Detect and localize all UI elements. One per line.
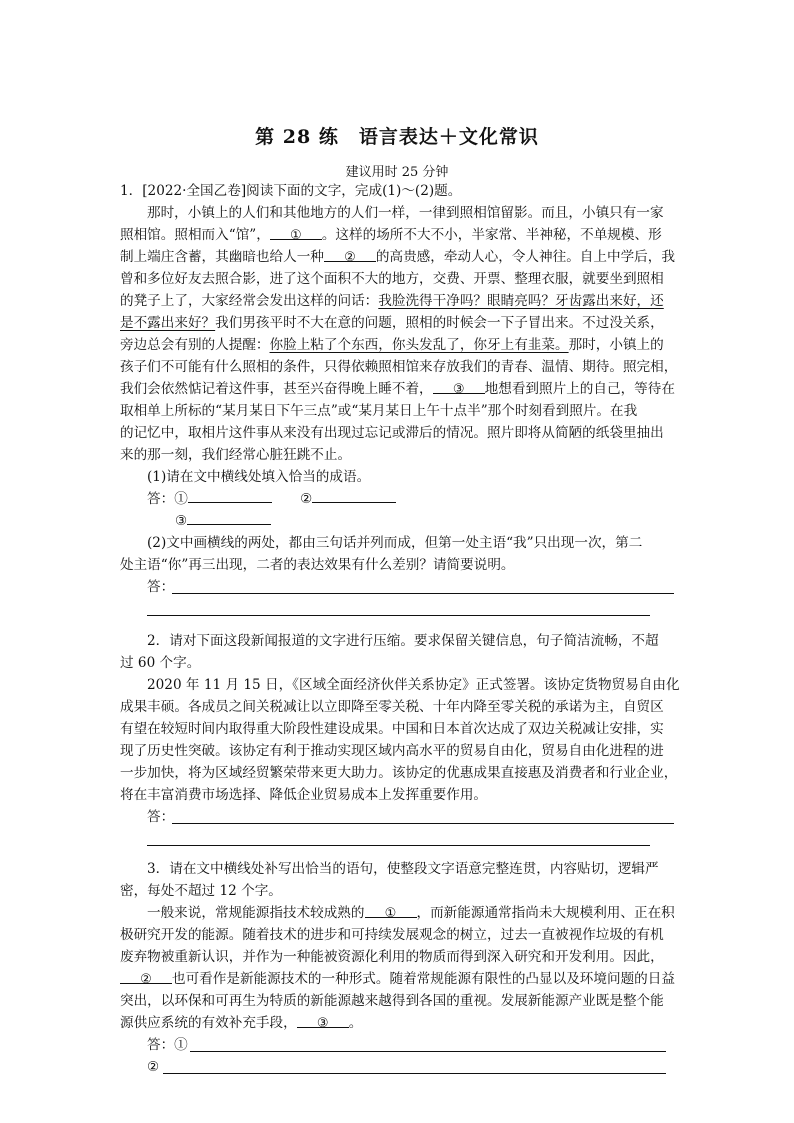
q2-prompt: 2．请对下面这段新闻报道的文字进行压缩。要求保留关键信息，句子简洁流畅，不超 — [147, 633, 659, 649]
underlined-sentence-2: 你脸上粘了个东西，你头发乱了，你牙上有韭菜。 — [269, 337, 569, 353]
underlined-sentence-1-end: 是不露出来好？ — [120, 315, 216, 331]
answer-line[interactable] — [163, 1073, 666, 1074]
q3-blank-3[interactable]: ③ — [297, 1013, 349, 1028]
answer-line[interactable] — [190, 1051, 666, 1052]
q1-passage-line: 的记忆中，取相片这件事从来没有出现过忘记或滞后的情况。照片即将从简陋的纸袋里抽出 — [120, 425, 664, 441]
q1-blank-2[interactable]: ② — [324, 247, 376, 262]
q1-prompt: 1．[2022·全国乙卷]阅读下面的文字，完成(1)～(2)题。 — [120, 183, 462, 199]
q1-passage-line: 来的那一刻，我们经常心脏狂跳不止。 — [120, 447, 352, 463]
q1-passage-line: 曾和多位好友去照合影，进了这个面积不大的地方，交费、开票、整理衣服，就要坐到照相 — [120, 271, 664, 287]
q2-text-line: 2020 年 11 月 15 日，《区域全面经济伙伴关系协定》正式签署。该协定货物贸易自由化 — [147, 677, 680, 693]
answer-blank-3[interactable] — [187, 510, 271, 525]
answer-line[interactable] — [147, 845, 650, 846]
q2-answer-label: 答： — [147, 809, 175, 825]
q1-passage-line: 是不露出来好？我们男孩平时不大在意的问题，照相的时候会一下子冒出来。不过没关系， — [120, 315, 664, 331]
q1-sub1-prompt: (1)请在文中横线处填入恰当的成语。 — [147, 469, 371, 485]
q1-sub2-answer-label: 答： — [147, 579, 175, 595]
q3-answer-label: ② — [147, 1059, 160, 1075]
q1-passage-line: 的凳子上了，大家经常会发出这样的问话：我脸洗得干净吗？眼睛亮吗？牙齿露出来好，还 — [120, 293, 664, 309]
q2-text-line: 有望在较短时间内取得重大阶段性建设成果。中国和日本首次达成了双边关税减让安排，实 — [120, 721, 664, 737]
q2-text-line: 将在丰富消费市场选择、降低企业贸易成本上发挥重要作用。 — [120, 787, 488, 803]
q3-prompt: 密，每处不超过 12 个字。 — [120, 883, 282, 899]
q3-text-line: ② 也可看作是新能源技术的一种形式。随着常规能源有限性的凸显以及环境问题的日益 — [120, 968, 675, 990]
q2-text-line: 一步加快，将为区域经贸繁荣带来更大助力。该协定的优惠成果直接惠及消费者和行业企业， — [120, 765, 678, 781]
q1-sub2-prompt: 处主语“你”再三出现，二者的表达效果有什么差别？请简要说明。 — [120, 557, 515, 573]
answer-line[interactable] — [172, 593, 674, 594]
q2-text-line: 成果丰硕。各成员之间关税减让以立即降至零关税、十年内降至零关税的承诺为主，自贸区 — [120, 699, 664, 715]
q1-passage-line: 孩子们不可能有什么照相的条件，只得依赖照相馆来存放我们的青春、温情、期待。照完相， — [120, 359, 678, 375]
answer-blank-1[interactable] — [188, 488, 272, 503]
q3-blank-1[interactable]: ① — [365, 903, 417, 918]
q3-text-line: 一般来说，常规能源指技术较成熟的 ① ，而新能源通常指尚未大规模利用、正在积 — [147, 905, 675, 921]
q3-text-line: 源供应系统的有效补充手段， ③ 。 — [120, 1015, 363, 1031]
q1-passage-line: 照相馆。照相而入“馆”， ① 。这样的场所不大不小，半家常、半神秘，不单规模、形 — [120, 227, 662, 243]
q1-passage-line: 制上端庄含蓄，其幽暗也给人一种 ② 的高贵感，牵动人心，令人神往。自上中学后，我 — [120, 249, 675, 265]
q1-sub2-prompt: (2)文中画横线的两处，都由三句话并列而成，但第一处主语“我”只出现一次，第二 — [147, 535, 643, 551]
page-title: 第 28 练 语言表达＋文化常识 — [255, 126, 539, 148]
q3-text-line: 极研究开发的能源。随着技术的进步和可持续发展观念的树立，过去一直被视作垃圾的有机 — [120, 927, 664, 943]
q1-blank-3[interactable]: ③ — [433, 379, 485, 394]
q1-passage-line: 取相单上所标的“某月某日下午三点”或“某月某日上午十点半”那个时刻看到照片。在我 — [120, 403, 638, 419]
q1-blank-1[interactable]: ① — [270, 225, 322, 240]
underlined-sentence-1: 我脸洗得干净吗？眼睛亮吗？牙齿露出来好，还 — [378, 293, 664, 309]
answer-line[interactable] — [147, 615, 650, 616]
answer-blank-2[interactable] — [312, 488, 396, 503]
q1-sub1-answer-row: 答：① ② — [147, 488, 396, 510]
q3-text-line: 废弃物被重新认识，并作为一种能被资源化利用的物质而得到深入研究和开发利用。因此， — [120, 949, 664, 965]
q1-passage-line: 旁边总会有别的人提醒：你脸上粘了个东西，你头发乱了，你牙上有韭菜。那时，小镇上的 — [120, 337, 664, 353]
q3-prompt: 3．请在文中横线处补写出恰当的语句，使整段文字语意完整连贯，内容贴切，逻辑严 — [147, 861, 659, 877]
q1-passage-line: 那时，小镇上的人们和其他地方的人们一样，一律到照相馆留影。而且，小镇只有一家 — [147, 205, 664, 221]
q2-text-line: 现了历史性突破。该协定有利于推动实现区域内高水平的贸易自由化，贸易自由化进程的进 — [120, 743, 664, 759]
answer-line[interactable] — [172, 823, 674, 824]
q3-answer-label: 答：① — [147, 1037, 188, 1053]
q1-sub1-answer-row: ③ — [175, 510, 271, 532]
q1-passage-line: 我们会依然惦记着这件事，甚至兴奋得晚上睡不着， ③ 地想看到照片上的自己，等待在 — [120, 381, 675, 397]
q2-prompt: 过 60 个字。 — [120, 655, 201, 671]
q3-blank-2[interactable]: ② — [120, 969, 172, 984]
q3-text-line: 突出，以环保和可再生为特质的新能源越来越得到各国的重视。发展新能源产业既是整个能 — [120, 993, 664, 1009]
suggested-time: 建议用时 25 分钟 — [345, 165, 449, 180]
